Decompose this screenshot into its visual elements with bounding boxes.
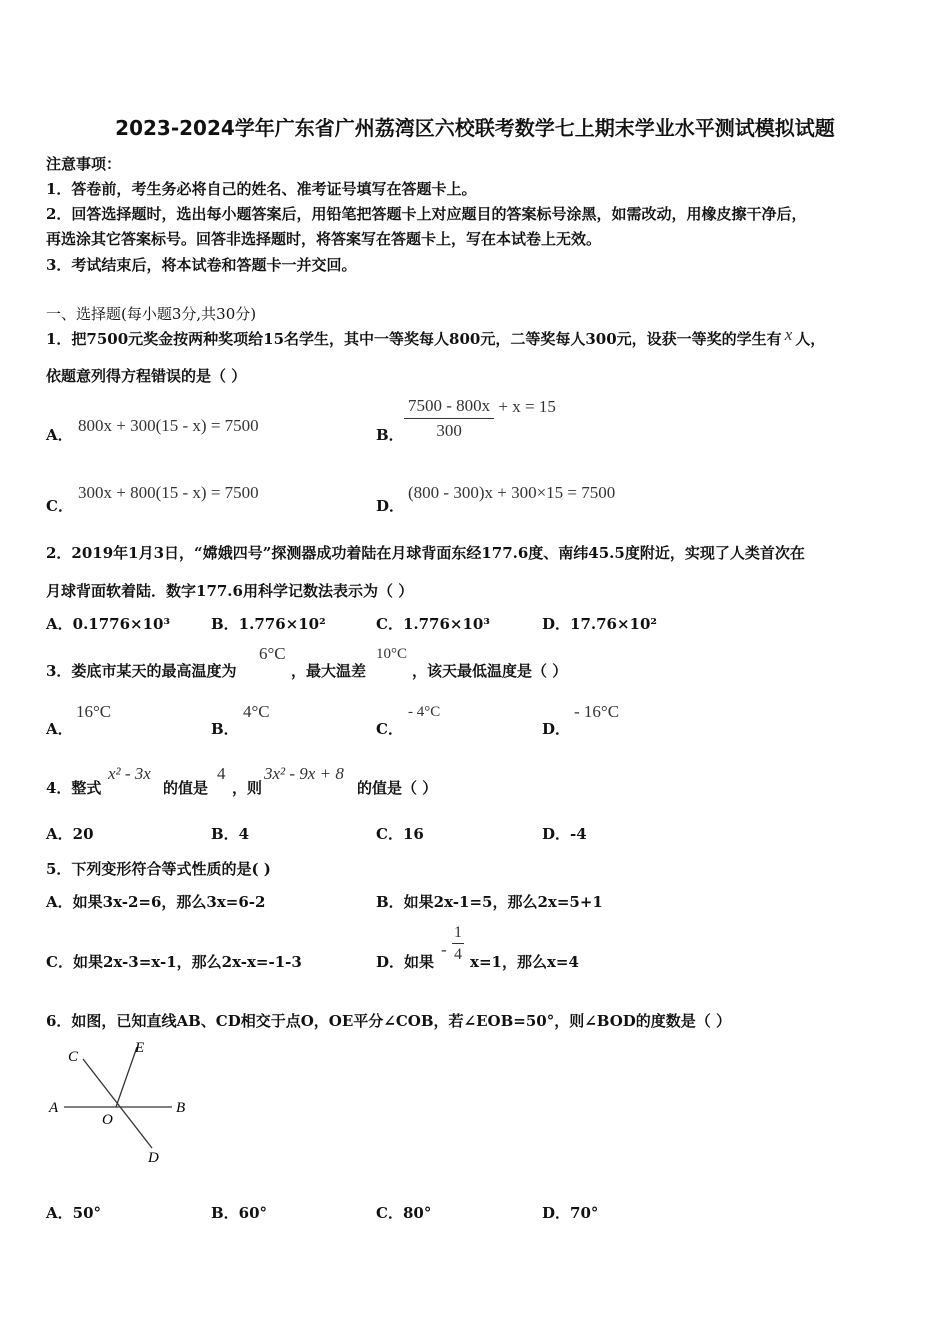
q1-stem (46, 325, 826, 349)
q5-d-numerator: 1 (452, 924, 464, 944)
q1-option-b (404, 396, 556, 441)
q6-option-a: A．50° (46, 1204, 102, 1222)
notice-item: 3．考试结束后，将本试卷和答题卡一并交回。 (46, 256, 357, 274)
q3-label-c: C． (376, 720, 403, 738)
q4-part4: 的值是（ ） (357, 779, 438, 797)
ray-oe (116, 1047, 137, 1107)
q3-option-d: - 16°C (574, 702, 620, 721)
q1-variable: x (784, 325, 793, 344)
q5-stem: 5．下列变形符合等式性质的是( ) (46, 860, 271, 878)
q3-part1: 3．娄底市某天的最高温度为 (46, 662, 237, 680)
notice-heading: 注意事项： (46, 155, 122, 173)
label-c: C (68, 1049, 79, 1065)
q3-part3: ，该天最低温度是（ ） (412, 662, 568, 680)
notice-item: 1．答卷前，考生务必将自己的姓名、准考证号填写在答题卡上。 (46, 180, 477, 198)
q3-option-c: - 4°C (408, 704, 441, 720)
q4-expr2: 3x² - 9x + 8 (264, 764, 344, 783)
q3-label-a: A． (46, 720, 73, 738)
q1-label-c: C． (46, 497, 73, 515)
q5-option-d-label: D．如果 (376, 953, 435, 971)
q5-option-d-sign: - (441, 940, 447, 959)
q4-part3: ，则 (232, 779, 263, 797)
q4-option-d: D．-4 (542, 825, 587, 843)
label-b: B (176, 1100, 186, 1116)
q5-option-b: B．如果2x-1=5，那么2x=5+1 (376, 893, 603, 911)
q1-b-numerator: 7500 - 800x (404, 396, 494, 419)
q5-d-denominator: 4 (454, 946, 462, 963)
q3-temp-diff: 10°C (376, 646, 408, 662)
q2-line1: 2．2019年1月3日，“嫦娥四号”探测器成功着陆在月球背面东经177.6度、南纬45.5度附近，实现了人类首次在 (46, 544, 805, 562)
q1-label-a: A． (46, 426, 73, 444)
q1-option-c: 300x + 800(15 - x) = 7500 (78, 483, 259, 502)
q6-stem: 6．如图，已知直线AB、CD相交于点O，OE平分∠COB，若∠EOB=50°，则∠BOD的度数是（ ） (46, 1012, 732, 1030)
label-e: E (135, 1040, 145, 1056)
q4-value: 4 (217, 764, 226, 783)
q1-option-a: 800x + 300(15 - x) = 7500 (78, 416, 259, 435)
q2-option-b: B．1.776×10² (211, 615, 326, 633)
q1-label-b: B． (376, 426, 404, 444)
q5-option-c: C．如果2x-3=x-1，那么2x-x=-1-3 (46, 953, 302, 971)
label-o: O (102, 1112, 113, 1128)
q4-option-a: A．20 (46, 825, 94, 843)
notice-item: 2．回答选择题时，选出每小题答案后，用铅笔把答题卡上对应题目的答案标号涂黑，如需改动，用橡皮擦干净后， (46, 205, 807, 223)
q6-figure (40, 1035, 200, 1170)
q3-label-d: D． (542, 720, 571, 738)
q1-line1: 1．把7500元奖金按两种奖项给15名学生，其中一等奖每人800元，二等奖每人300元，设获一等奖的学生有 (46, 330, 782, 348)
q5-option-a: A．如果3x-2=6，那么3x=6-2 (46, 893, 266, 911)
q3-temp-high: 6°C (259, 644, 286, 663)
q3-option-b: 4°C (243, 702, 270, 721)
q3-option-a: 16°C (76, 702, 112, 721)
q1-line1-end: 人， (795, 330, 826, 348)
q3-part2: ，最大温差 (291, 662, 367, 680)
q1-line2: 依题意列得方程错误的是（ ） (46, 367, 247, 385)
q4-option-c: C．16 (376, 825, 424, 843)
q4-option-b: B．4 (211, 825, 250, 843)
q6-option-c: C．80° (376, 1204, 432, 1222)
q2-option-d: D．17.76×10² (542, 615, 657, 633)
section-heading: 一、选择题(每小题3分,共30分) (46, 305, 257, 323)
q1-b-denominator: 300 (436, 421, 462, 440)
notice-item: 再选涂其它答案标号。回答非选择题时，将答案写在答题卡上，写在本试卷上无效。 (46, 230, 602, 248)
q1-option-d: (800 - 300)x + 300×15 = 7500 (408, 483, 616, 502)
label-d: D (148, 1150, 159, 1166)
q1-label-d: D． (376, 497, 405, 515)
q5-option-d-rest: x=1，那么x=4 (470, 953, 579, 971)
page-title: 2023-2024学年广东省广州荔湾区六校联考数学七上期末学业水平测试模拟试题 (115, 116, 835, 140)
q2-line2: 月球背面软着陆．数字177.6用科学记数法表示为（ ） (46, 582, 414, 600)
q2-option-a: A．0.1776×10³ (46, 615, 171, 633)
q6-option-d: D．70° (542, 1204, 599, 1222)
q4-expr1: x² - 3x (108, 764, 151, 783)
q1-b-rest: + x = 15 (498, 397, 556, 417)
q6-option-b: B．60° (211, 1204, 268, 1222)
q4-part2: 的值是 (163, 779, 209, 797)
q5-option-d-fraction (452, 924, 464, 964)
q3-label-b: B． (211, 720, 239, 738)
q4-part1: 4．整式 (46, 779, 102, 797)
q2-option-c: C．1.776×10³ (376, 615, 490, 633)
label-a: A (49, 1100, 59, 1116)
